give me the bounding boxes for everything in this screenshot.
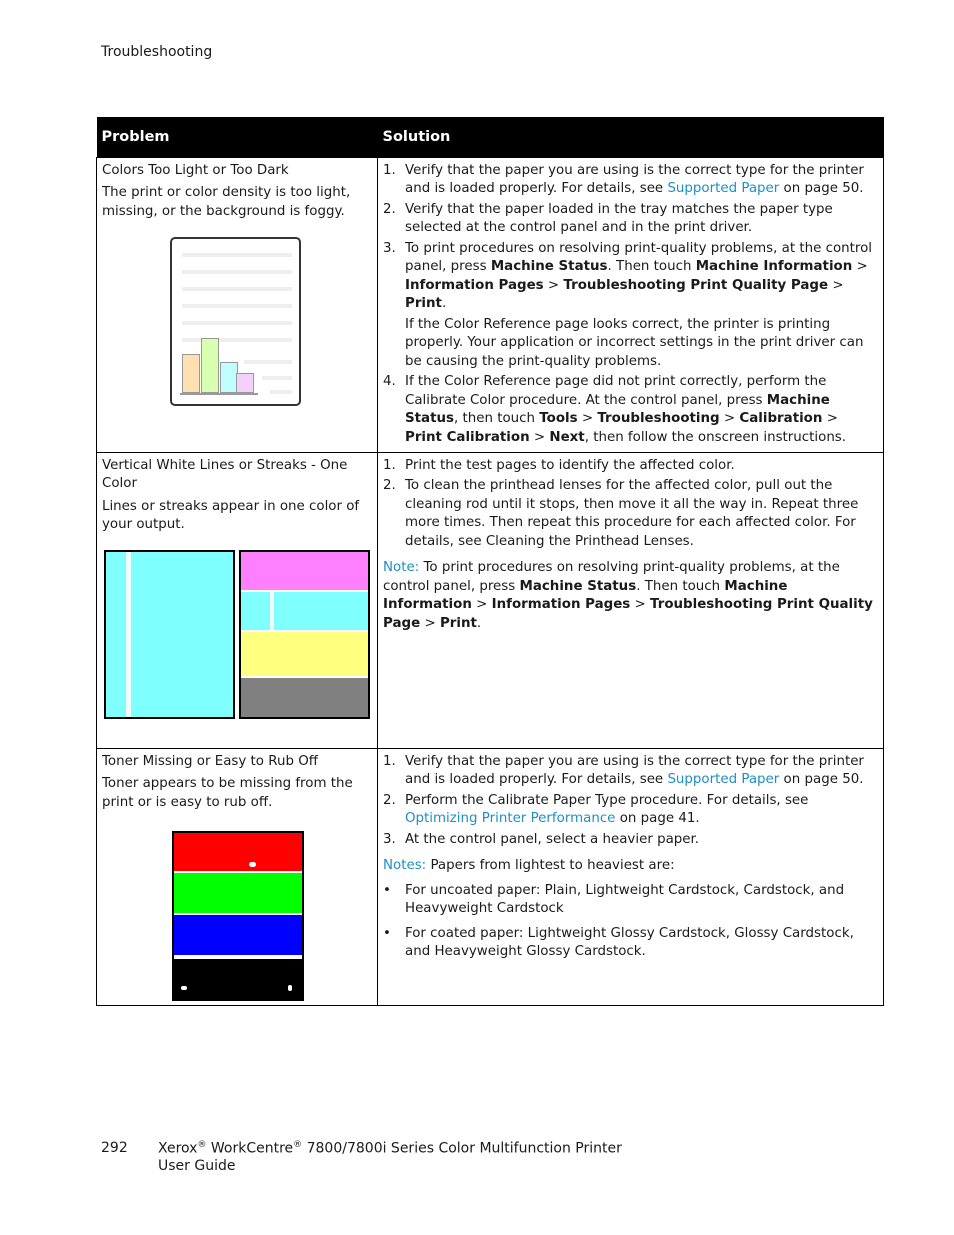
white-streak	[126, 552, 131, 717]
page-number: 292	[101, 1140, 128, 1156]
list-item: 1. Print the test pages to identify the affected color.	[383, 457, 735, 473]
problem-title: Vertical White Lines or Streaks - One Color	[102, 457, 348, 491]
list-item: 3. To print procedures on resolving print-quality problems, at the control panel, press Machine Status. Then touch Machine Information > Information Pages > Troubleshooting Print Quality Page > Print.	[383, 240, 873, 311]
footer-guide: User Guide	[158, 1158, 236, 1175]
chart-bar	[182, 354, 200, 393]
table-header-row	[97, 117, 884, 157]
problem-title: Colors Too Light or Too Dark	[102, 162, 289, 178]
table-row	[97, 157, 884, 452]
solution-steps	[383, 753, 878, 850]
toner-missing-spot	[288, 985, 292, 991]
text-line	[182, 321, 292, 325]
cyan-band	[241, 592, 368, 630]
color-bands-panel	[239, 550, 370, 719]
magenta-band	[241, 552, 368, 590]
text-line	[182, 338, 292, 342]
toner-missing-spot	[249, 862, 256, 867]
problem-cell	[97, 157, 378, 452]
text-line	[244, 360, 292, 364]
list-item: • For coated paper: Lightweight Glossy Cardstock, Glossy Cardstock, and Heavyweight Glossy Cardstock.	[383, 925, 854, 959]
yellow-band	[241, 632, 368, 676]
list-item: 2. To clean the printhead lenses for the affected color, pull out the cleaning rod until it stops, then move it all the way in. Repeat three more times. Then repeat this procedure for each affected color. For details, see Cleaning the Printhead Lenses.	[383, 478, 859, 549]
note-paragraph: Note: To print procedures on resolving print-quality problems, at the control panel, press Machine Status. Then touch Machine Information > Information Pages > Troubleshooting Print Quality Page > Print.	[383, 560, 873, 631]
list-item: • For uncoated paper: Plain, Lightweight Cardstock, Cardstock, and Heavyweight Cardstock	[383, 882, 845, 916]
solution-cell	[378, 452, 884, 748]
running-head: Troubleshooting	[101, 44, 213, 60]
text-line	[182, 253, 292, 257]
optimizing-printer-performance-link[interactable]: Optimizing Printer Performance	[405, 811, 616, 826]
footer-title: Xerox® WorkCentre® 7800/7800i Series Color Multifunction Printer User Guide	[158, 1140, 622, 1175]
problem-column-header: Problem	[97, 117, 378, 157]
red-band	[174, 833, 302, 871]
problem-description: Lines or streaks appear in one color of your output.	[102, 498, 360, 532]
supported-paper-link[interactable]: Supported Paper	[667, 181, 780, 196]
troubleshooting-table	[96, 117, 884, 1006]
list-item: 1. Verify that the paper you are using is the correct type for the printer and is loaded properly. For details, see Supported Paper on page 50.	[383, 162, 864, 196]
solution-cell	[378, 748, 884, 1005]
text-line	[182, 270, 292, 274]
list-item: 2. Verify that the paper loaded in the tray matches the paper type selected at the control panel and in the print driver.	[383, 201, 833, 235]
green-band	[174, 873, 302, 913]
chart-bar	[236, 373, 254, 393]
supported-paper-link[interactable]: Supported Paper	[667, 772, 780, 787]
gray-band	[241, 678, 368, 717]
solution-steps	[383, 162, 878, 314]
notes-paragraph: Notes: Papers from lightest to heaviest are:	[383, 858, 675, 873]
text-line	[262, 376, 292, 380]
list-item: 1. Verify that the paper you are using is the correct type for the printer and is loaded properly. For details, see Supported Paper on page 50.	[383, 753, 864, 787]
problem-description: Toner appears to be missing from the print or is easy to rub off.	[102, 776, 353, 810]
solution-steps	[383, 457, 878, 552]
problem-cell	[97, 452, 378, 748]
text-line	[182, 304, 292, 308]
solution-column-header: Solution	[378, 117, 884, 157]
table-row	[97, 452, 884, 748]
solution-steps-cont	[383, 373, 878, 447]
problem-title: Toner Missing or Easy to Rub Off	[102, 753, 318, 769]
list-item: 3. At the control panel, select a heavier paper.	[383, 831, 700, 847]
cyan-streak-panel	[104, 550, 235, 719]
streaks-sample-illustration	[102, 550, 372, 720]
paper-weight-list	[383, 882, 878, 962]
toner-missing-sample-illustration	[172, 831, 304, 1001]
step-note: If the Color Reference page looks correct, the printer is printing properly. Your application or incorrect settings in the print driver can be causing the print-quality problems.	[405, 316, 864, 369]
solution-cell	[378, 157, 884, 452]
toner-missing-spot	[181, 986, 187, 990]
light-dark-sample-illustration	[170, 237, 301, 406]
list-item: 4. If the Color Reference page did not print correctly, perform the Calibrate Color procedure. At the control panel, press Machine Status, then touch Tools > Troubleshooting > Calibration > Print Calibration > Next, then follow the onscreen instructions.	[383, 374, 847, 445]
problem-description: The print or color density is too light, missing, or the background is foggy.	[102, 185, 351, 219]
chart-bar	[201, 338, 219, 393]
text-line	[270, 390, 292, 394]
table-row	[97, 748, 884, 1005]
list-item: 2. Perform the Calibrate Paper Type procedure. For details, see Optimizing Printer Performance on page 41.	[383, 792, 809, 826]
chart-baseline	[180, 393, 258, 395]
text-line	[182, 287, 292, 291]
problem-cell	[97, 748, 378, 1005]
white-streak	[270, 592, 274, 630]
band-gap	[174, 955, 302, 959]
blue-band	[174, 915, 302, 955]
